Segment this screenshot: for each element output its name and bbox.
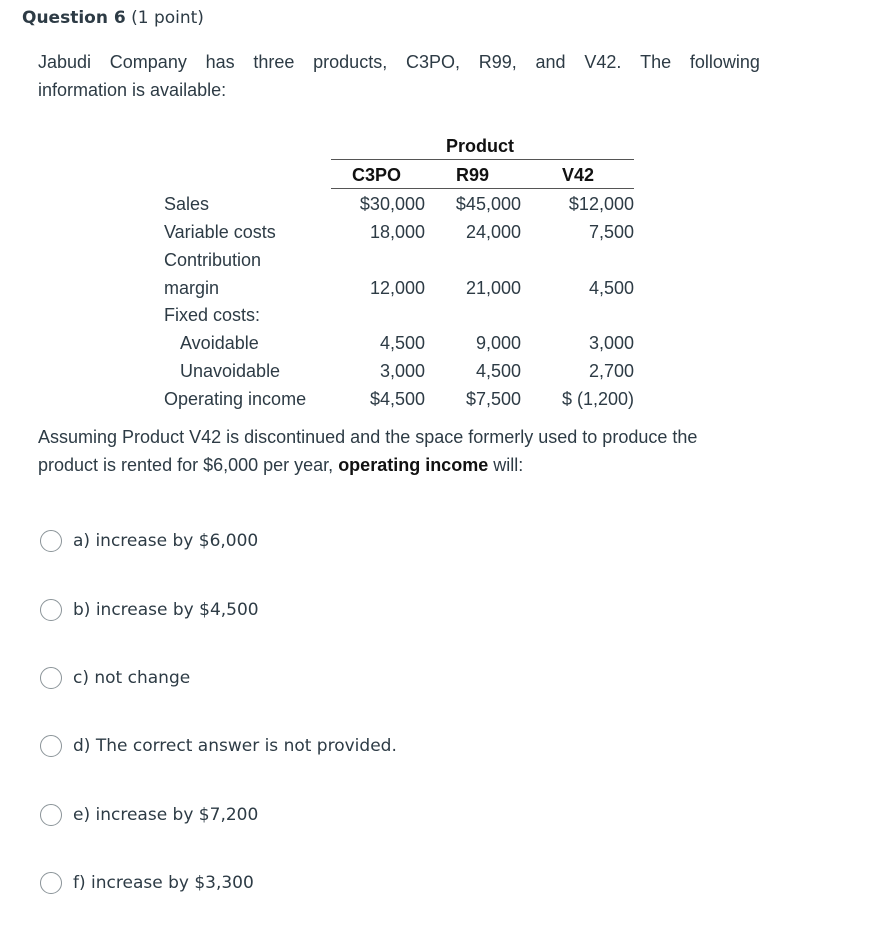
stem-word: R99, [478, 52, 517, 72]
stem-word: products, [313, 52, 388, 72]
answer-option-label: f) increase by $3,300 [73, 873, 254, 893]
answer-option-f[interactable] [40, 872, 254, 894]
question-stem-line-1 [38, 48, 760, 76]
answer-option-label: c) not change [73, 668, 191, 688]
cell-variable-c3po: 18,000 [369, 222, 425, 242]
answer-option-e[interactable] [40, 804, 258, 826]
answer-option-label: a) increase by $6,000 [73, 531, 259, 551]
radio-button[interactable] [40, 872, 62, 894]
cell-avoidable-c3po: 4,500 [379, 333, 425, 353]
cell-unavoidable-r99: 4,500 [475, 361, 521, 381]
answer-option-d[interactable] [40, 735, 397, 757]
row-label-fixed-costs: Fixed costs: [164, 305, 261, 325]
question-text-emphasis: operating income [338, 455, 489, 475]
column-header-c3po: C3PO [352, 165, 402, 185]
stem-word: following [689, 52, 760, 72]
row-label-unavoidable: Unavoidable [180, 361, 281, 381]
cell-avoidable-v42: 3,000 [588, 333, 634, 353]
radio-button[interactable] [40, 667, 62, 689]
radio-button[interactable] [40, 530, 62, 552]
row-label-avoidable: Avoidable [180, 333, 259, 353]
answer-option-label: d) The correct answer is not provided. [73, 736, 397, 756]
answer-option-label: b) increase by $4,500 [73, 600, 259, 620]
header-divider [331, 159, 634, 160]
row-label-operating-income: Operating income [164, 389, 307, 409]
column-header-divider [331, 188, 634, 189]
answer-option-b[interactable] [40, 599, 259, 621]
stem-word: Company [109, 52, 187, 72]
stem-word: has [205, 52, 235, 72]
question-points: (1 point) [131, 8, 204, 28]
answer-option-a[interactable] [40, 530, 258, 552]
cell-operating-income-c3po: $4,500 [369, 389, 425, 409]
question-header [22, 8, 204, 28]
row-label-contribution: Contribution [164, 250, 262, 270]
stem-word: Jabudi [38, 52, 92, 72]
question-text-line-1: Assuming Product V42 is discontinued and the space formerly used to produce the [38, 427, 698, 447]
radio-button[interactable] [40, 735, 62, 757]
radio-button[interactable] [40, 599, 62, 621]
cell-avoidable-r99: 9,000 [475, 333, 521, 353]
stem-word: three [253, 52, 295, 72]
cell-variable-r99: 24,000 [465, 222, 521, 242]
question-text-line-2 [38, 451, 523, 479]
question-text-suffix: will: [488, 455, 524, 475]
row-label-sales: Sales [164, 194, 210, 214]
answer-option-c[interactable] [40, 667, 190, 689]
cell-variable-v42: 7,500 [588, 222, 634, 242]
stem-word: The [640, 52, 672, 72]
cell-sales-c3po: $30,000 [359, 194, 425, 214]
stem-word: V42. [584, 52, 622, 72]
cell-sales-r99: $45,000 [455, 194, 521, 214]
cell-unavoidable-v42: 2,700 [588, 361, 634, 381]
cell-sales-v42: $12,000 [568, 194, 634, 214]
cell-operating-income-r99: $7,500 [465, 389, 521, 409]
column-header-v42: V42 [562, 165, 595, 185]
cell-operating-income-v42: $ (1,200) [561, 389, 634, 409]
question-title: Question 6 [22, 8, 126, 28]
stem-word: C3PO, [405, 52, 460, 72]
question-stem-line-2: information is available: [38, 80, 227, 100]
answer-option-label: e) increase by $7,200 [73, 805, 259, 825]
column-header-r99: R99 [456, 165, 490, 185]
stem-word: and [535, 52, 566, 72]
cell-margin-c3po: 12,000 [369, 278, 425, 298]
radio-button[interactable] [40, 804, 62, 826]
row-label-margin: margin [164, 278, 220, 298]
table-group-header: Product [446, 136, 515, 156]
question-text-prefix: product is rented for $6,000 per year, [38, 455, 339, 475]
cell-margin-v42: 4,500 [588, 278, 634, 298]
row-label-variable-costs: Variable costs [164, 222, 276, 242]
cell-unavoidable-c3po: 3,000 [379, 361, 425, 381]
cell-margin-r99: 21,000 [465, 278, 521, 298]
